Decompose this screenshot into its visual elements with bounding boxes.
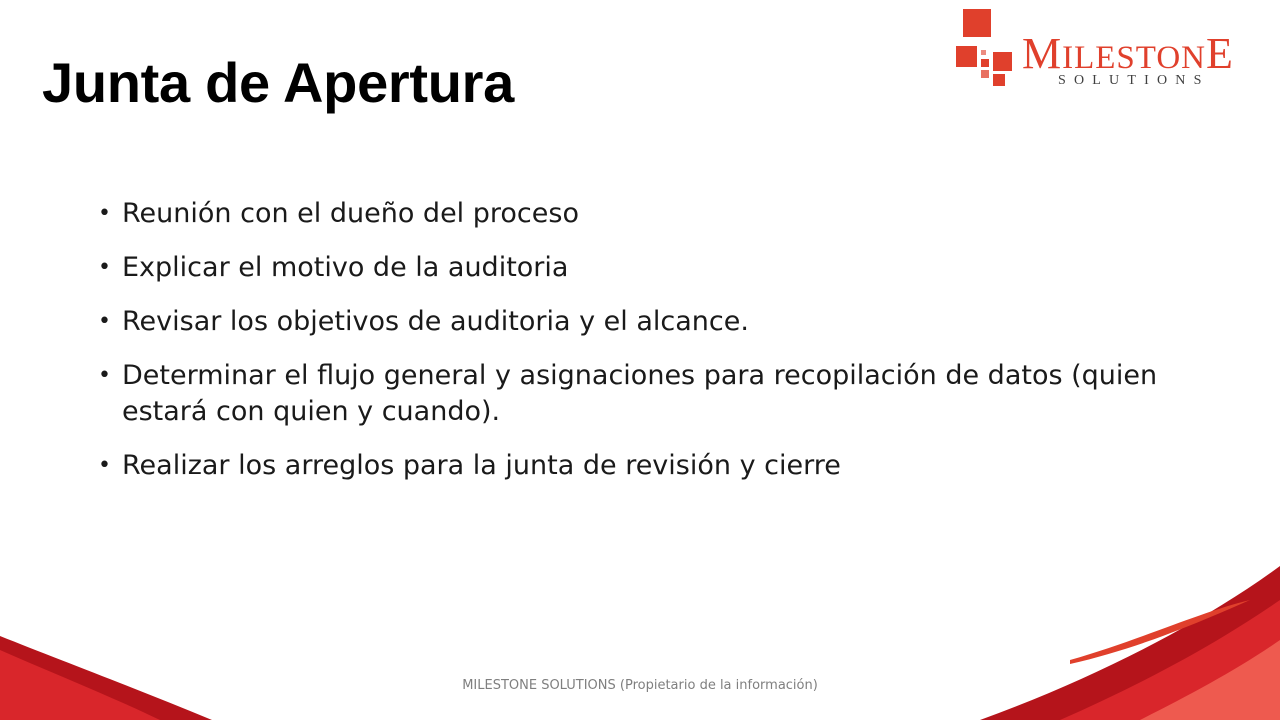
logo-initial: M xyxy=(1022,29,1063,78)
bullet-text: Revisar los objetivos de auditoria y el alcance. xyxy=(122,306,749,337)
logo-wordmark xyxy=(1022,29,1234,78)
bullet-item xyxy=(98,448,1208,484)
bullet-item xyxy=(98,250,1208,286)
right-swoosh-streak xyxy=(1070,600,1250,664)
bullet-text: Determinar el flujo general y asignaciones para recopilación de datos (quien estará con quien y cuando). xyxy=(122,360,1158,427)
bullet-text: Explicar el motivo de la auditoria xyxy=(122,252,569,283)
bullet-dot: • xyxy=(98,255,111,280)
logo-final: E xyxy=(1206,29,1234,78)
milestone-logo xyxy=(950,4,1270,92)
footer-note: MILESTONE SOLUTIONS (Propietario de la información) xyxy=(462,678,818,693)
bullet-dot: • xyxy=(98,363,111,388)
bullet-list xyxy=(98,196,1208,502)
bullet-text: Reunión con el dueño del proceso xyxy=(122,198,579,229)
logo-subtitle: SOLUTIONS xyxy=(1058,73,1210,88)
bullet-dot: • xyxy=(98,453,111,478)
bullet-text: Realizar los arreglos para la junta de revisión y cierre xyxy=(122,450,841,481)
bullet-item xyxy=(98,358,1208,430)
bullet-dot: • xyxy=(98,309,111,334)
logo-middle: ILESTON xyxy=(1062,40,1207,76)
right-swoosh-mid xyxy=(1060,600,1280,720)
bullet-item xyxy=(98,304,1208,340)
slide-title: Junta de Apertura xyxy=(42,51,515,114)
right-swoosh-shape xyxy=(980,566,1280,720)
logo-squares-icon xyxy=(950,4,1025,89)
bullet-dot: • xyxy=(98,201,111,226)
bullet-item xyxy=(98,196,1208,232)
